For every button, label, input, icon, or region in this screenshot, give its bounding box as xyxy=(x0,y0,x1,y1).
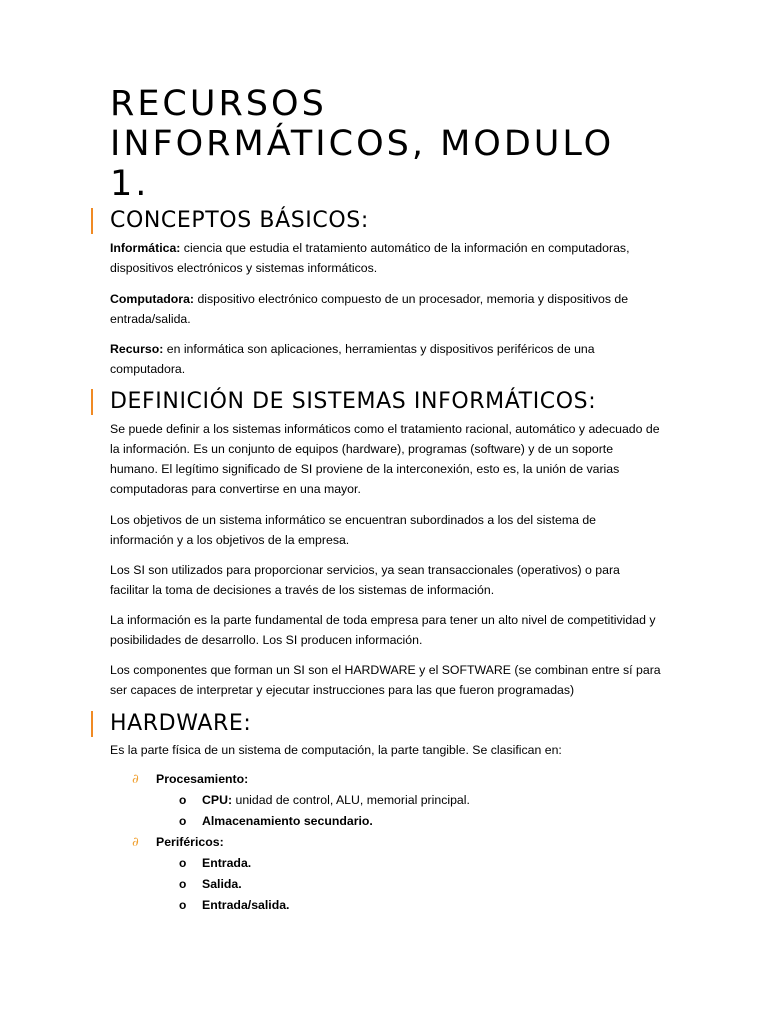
definition-informatica xyxy=(110,238,662,278)
sub-bullet-icon: o xyxy=(179,877,187,891)
heading-accent-bar xyxy=(91,389,93,415)
heading-text: DEFINICIÓN DE SISTEMAS INFORMÁTICOS: xyxy=(110,389,597,414)
bullet-icon: ∂ xyxy=(132,835,139,850)
item-description: unidad de control, ALU, memorial principal. xyxy=(232,793,470,807)
heading-text: HARDWARE: xyxy=(110,711,252,736)
list-item-procesamiento xyxy=(132,769,249,790)
sub-list-item xyxy=(179,853,252,874)
heading-accent-bar xyxy=(91,208,93,234)
term-description: ciencia que estudia el tratamiento automático de la información en computadoras, dispositivos electrónicos y sistemas informáticos. xyxy=(110,241,630,275)
hardware-intro: Es la parte física de un sistema de computación, la parte tangible. Se clasifican en: xyxy=(110,743,562,757)
section-heading-basics xyxy=(110,208,369,234)
definition-paragraph: Los componentes que forman un SI son el HARDWARE y el SOFTWARE (se combinan entre sí para ser capaces de interpretar y ejecutar instrucciones para las que fueron programadas) xyxy=(110,663,661,697)
term-description: en informática son aplicaciones, herramientas y dispositivos periféricos de una computadora. xyxy=(110,342,595,376)
sub-list-item xyxy=(179,811,373,832)
bullet-icon: ∂ xyxy=(132,772,139,787)
term-label: Informática: xyxy=(110,241,181,255)
sub-bullet-icon: o xyxy=(179,814,187,828)
definition-computadora xyxy=(110,289,662,329)
sub-bullet-icon: o xyxy=(179,856,187,870)
group-label: Periféricos: xyxy=(156,835,224,849)
sub-bullet-icon: o xyxy=(179,898,187,912)
group-label: Procesamiento: xyxy=(156,772,249,786)
item-term: CPU: xyxy=(202,793,233,807)
definition-paragraph: Los SI son utilizados para proporcionar servicios, ya sean transaccionales (operativos) o para facilitar la toma de decisiones a través de los sistemas de información. xyxy=(110,563,620,597)
item-term: Salida. xyxy=(202,877,242,891)
definition-paragraph: La información es la parte fundamental de toda empresa para tener un alto nivel de competitividad y posibilidades de desarrollo. Los SI producen información. xyxy=(110,613,656,647)
sub-list-item xyxy=(179,895,290,916)
sub-bullet-icon: o xyxy=(179,793,187,807)
section-heading-hardware xyxy=(110,711,251,737)
list-item-perifericos xyxy=(132,832,224,853)
document-title xyxy=(110,84,670,204)
item-term: Entrada/salida. xyxy=(202,898,290,912)
definition-paragraph: Los objetivos de un sistema informático se encuentran subordinados a los del sistema de información y a los objetivos de la empresa. xyxy=(110,513,597,547)
heading-text: CONCEPTOS BÁSICOS: xyxy=(110,208,369,233)
heading-accent-bar xyxy=(91,711,93,737)
sub-list-item xyxy=(179,790,470,811)
item-term: Almacenamiento secundario. xyxy=(202,814,373,828)
term-label: Computadora: xyxy=(110,292,195,306)
title-line: INFORMÁTICOS, MODULO xyxy=(110,124,615,164)
title-line: 1. xyxy=(110,164,150,204)
term-description: dispositivo electrónico compuesto de un procesador, memoria y dispositivos de entrada/salida. xyxy=(110,292,629,326)
term-label: Recurso: xyxy=(110,342,164,356)
definition-paragraph: Se puede definir a los sistemas informáticos como el tratamiento racional, automático y adecuado de la información. Es un conjunto de equipos (hardware), programas (software) y de un soporte humano. El legítimo significado de SI proviene de la interconexión, esto es, la unión de varias computadoras para convertirse en una mayor. xyxy=(110,422,660,496)
section-heading-definition xyxy=(110,389,596,415)
item-term: Entrada. xyxy=(202,856,252,870)
definition-recurso xyxy=(110,339,662,379)
title-line: RECURSOS xyxy=(110,84,327,124)
sub-list-item xyxy=(179,874,242,895)
